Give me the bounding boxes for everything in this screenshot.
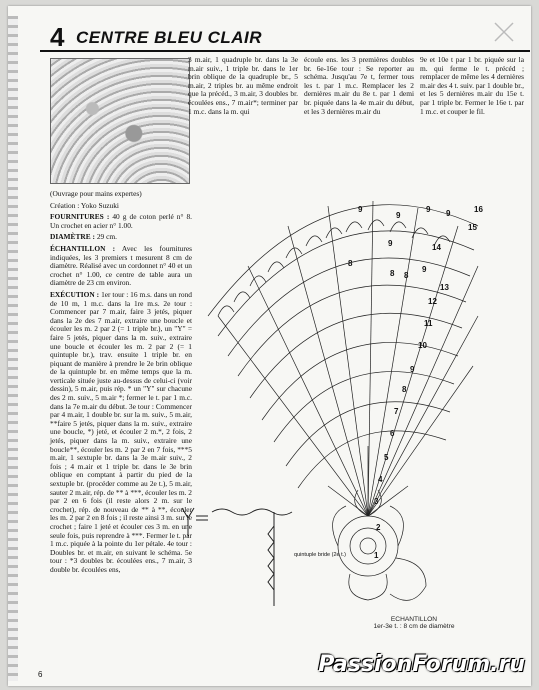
round-label-14: 14	[432, 243, 441, 252]
round-label-5: 5	[384, 453, 389, 462]
skill-note: (Ouvrage pour mains expertes)	[50, 189, 142, 198]
text-column-3	[420, 56, 524, 119]
petal-count-5: 9	[388, 239, 393, 248]
petal-count-7: 8	[390, 269, 395, 278]
petal-count-3: 9	[426, 205, 431, 214]
left-text-column	[50, 190, 192, 578]
petal-count-8: 8	[404, 271, 409, 280]
execution-label: EXÉCUTION :	[50, 289, 100, 299]
pattern-header	[40, 20, 530, 52]
round-label-16: 16	[474, 205, 483, 214]
fournitures-text: 40 g de coton perlé n° 8. Un crochet en acier n° 1.00.	[50, 212, 192, 230]
round-label-2: 2	[376, 523, 381, 532]
instructions-part-2: écoule ens. les 3 premières doubles br. 6e-16e tour : Se reporter au schéma. Jusqu'au 7e t, fermer tous les t. par 1 m.c. Remplacer les 2 dernières m.air du 8e t. par 1 demi br. piquée dans la 4e m.air du début, et les 3 dernières m.air du	[304, 55, 414, 116]
round-label-6: 6	[390, 429, 395, 438]
petal-count-2: 9	[396, 211, 401, 220]
echantillon-text: Avec les fournitures indiquées, les 3 premiers t mesurent 8 cm de diamètre. Réalisé avec un cordonnet n° 40 et un crochet n° 1.00, ce centre de table aura un diamètre de 23 cm environ.	[50, 243, 192, 288]
petal-count-6: 8	[348, 259, 353, 268]
round-label-15: 15	[468, 223, 477, 232]
page-number: 6	[38, 670, 43, 679]
gauge-caption-title: ECHANTILLON	[390, 616, 438, 623]
pattern-number: 4	[50, 22, 65, 52]
round-label-8: 8	[402, 385, 407, 394]
petal-count-9: 9	[422, 265, 427, 274]
materials-paragraph	[50, 213, 192, 230]
instructions-part-3: 9e et 10e t par 1 br. piquée sur la m. qui ferme le t. précéd ; remplacer de même les 4 dernières m.air des 4 t. suiv. par 1 double br., et les 5 dernières m.air du 15e t. par 1 triple br. Fermer le 16e t. par 1 m.c. et couper le fil.	[420, 55, 524, 116]
gauge-paragraph	[50, 245, 192, 288]
round-label-10: 10	[418, 341, 427, 350]
close-mark-icon	[492, 20, 516, 44]
text-column-2	[304, 56, 414, 119]
round-label-4: 4	[378, 475, 383, 484]
crochet-chart-diagram	[178, 186, 498, 656]
pattern-title: CENTRE BLEU CLAIR	[76, 28, 263, 47]
text-column-1	[188, 56, 298, 119]
diameter-paragraph	[50, 233, 192, 242]
execution-paragraph	[50, 291, 192, 575]
legend-label: quintuple bride (2e t.)	[294, 552, 346, 558]
binding-spiral	[8, 16, 18, 681]
petal-count-4: 9	[446, 209, 451, 218]
round-label-13: 13	[440, 283, 449, 292]
instructions-part-1: 3 m.air, 1 quadruple br. dans la 3e m.air suiv., 1 triple br. dans le 1er brin oblique de la quadruple br., 5 m.air, 2 triples br. au même endroit que la précéd., 3 m.air, 3 doubles br. écoulées ens., 7 m.air*; terminer par 1 m.c. dans la m. qui	[188, 55, 298, 116]
magazine-page	[8, 6, 531, 686]
diametre-label: DIAMÈTRE :	[50, 232, 95, 242]
round-label-12: 12	[428, 297, 437, 306]
fournitures-label: FOURNITURES :	[50, 212, 110, 222]
round-label-3: 3	[374, 497, 379, 506]
doily-photo	[50, 58, 190, 184]
echantillon-label: ÉCHANTILLON :	[50, 243, 116, 253]
gauge-caption-text: 1er-3e t. : 8 cm de diamètre	[373, 623, 455, 630]
round-label-11: 11	[424, 319, 433, 328]
forum-watermark: PassionForum.ru	[318, 652, 525, 677]
diametre-text: 29 cm.	[96, 232, 117, 242]
round-label-1: 1	[374, 551, 379, 560]
execution-text: 1er tour : 16 m.s. dans un rond de 10 m, 1 m.c. dans la 1re m.s. 2e tour : Commencer par 7 m.air, faire 3 jetés, piquer dans la 2e des 7 m.air, extraire une boucle et écouler les m. 2 par 2 (= 1 triple br.), un "Y" = faire 5 jetés, piquer dans la m. suiv., extraire une boucle et écouler les m. 2 par 2 (= 1 quintuple br.), trav. ensuite 1 triple br. en piquant de manière à prendre le 2e brin oblique de la quintuple br. en même temps que la m. verticale située juste au-dessus de celui-ci (voir dessin), 5 m.air, puis rép. * un "Y" sur chacune des 2 m. suiv., 5 m.air *; fermer le t. par 1 m.c. dans la 7e m.air du début. 3e tour : Commencer par 4 m.air, 1 double br. sur la m. suiv., 5 m.air, **faire 5 jetés, piquer dans la m. suiv., extraire une boucle, *) jeté, et écouler 2 m.*, 2 fois, 2 jetés, piquer dans la m. suiv., extraire une boucle**, écouler les m. 2 par 2 en 7 fois, ***5 m.air, 1 sextuple br. dans la 3e m.air suiv., 2 fois ; 4 m.air et 1 triple br. dans le 3e brin oblique en comptant à partir du pied de la sextuple br. (procéder comme au 2e t.), 5 m.air, sauter 2 m.air, rép. de ** à ***, écouler les m. 2 par 2 en 6 fois (il reste alors 2 m. sur le crochet), rép. de nouveau de ** à **, écouler les m. 2 par 2 en 8 fois ; il reste ainsi 3 m. sur le crochet ; faire 1 jeté et écouler ces 3 m. en une seule fois, puis reprendre à ***. Fermer le t. par 1 m.c. piquée à la pointe du 1er pétale. 4e tour : Doubles br. et m.air, en suivant le schéma. 5e tour : *3 doubles br. écoulées ens., 7 m.air, 3 double br. écoulées ens,	[50, 289, 193, 574]
petal-count-1: 9	[358, 205, 363, 214]
designer-credit: Création : Yoko Suzuki	[50, 200, 119, 210]
round-label-7: 7	[394, 407, 399, 416]
gauge-caption	[364, 616, 464, 630]
quintuple-bride-symbol	[182, 508, 292, 606]
round-label-9: 9	[410, 365, 415, 374]
